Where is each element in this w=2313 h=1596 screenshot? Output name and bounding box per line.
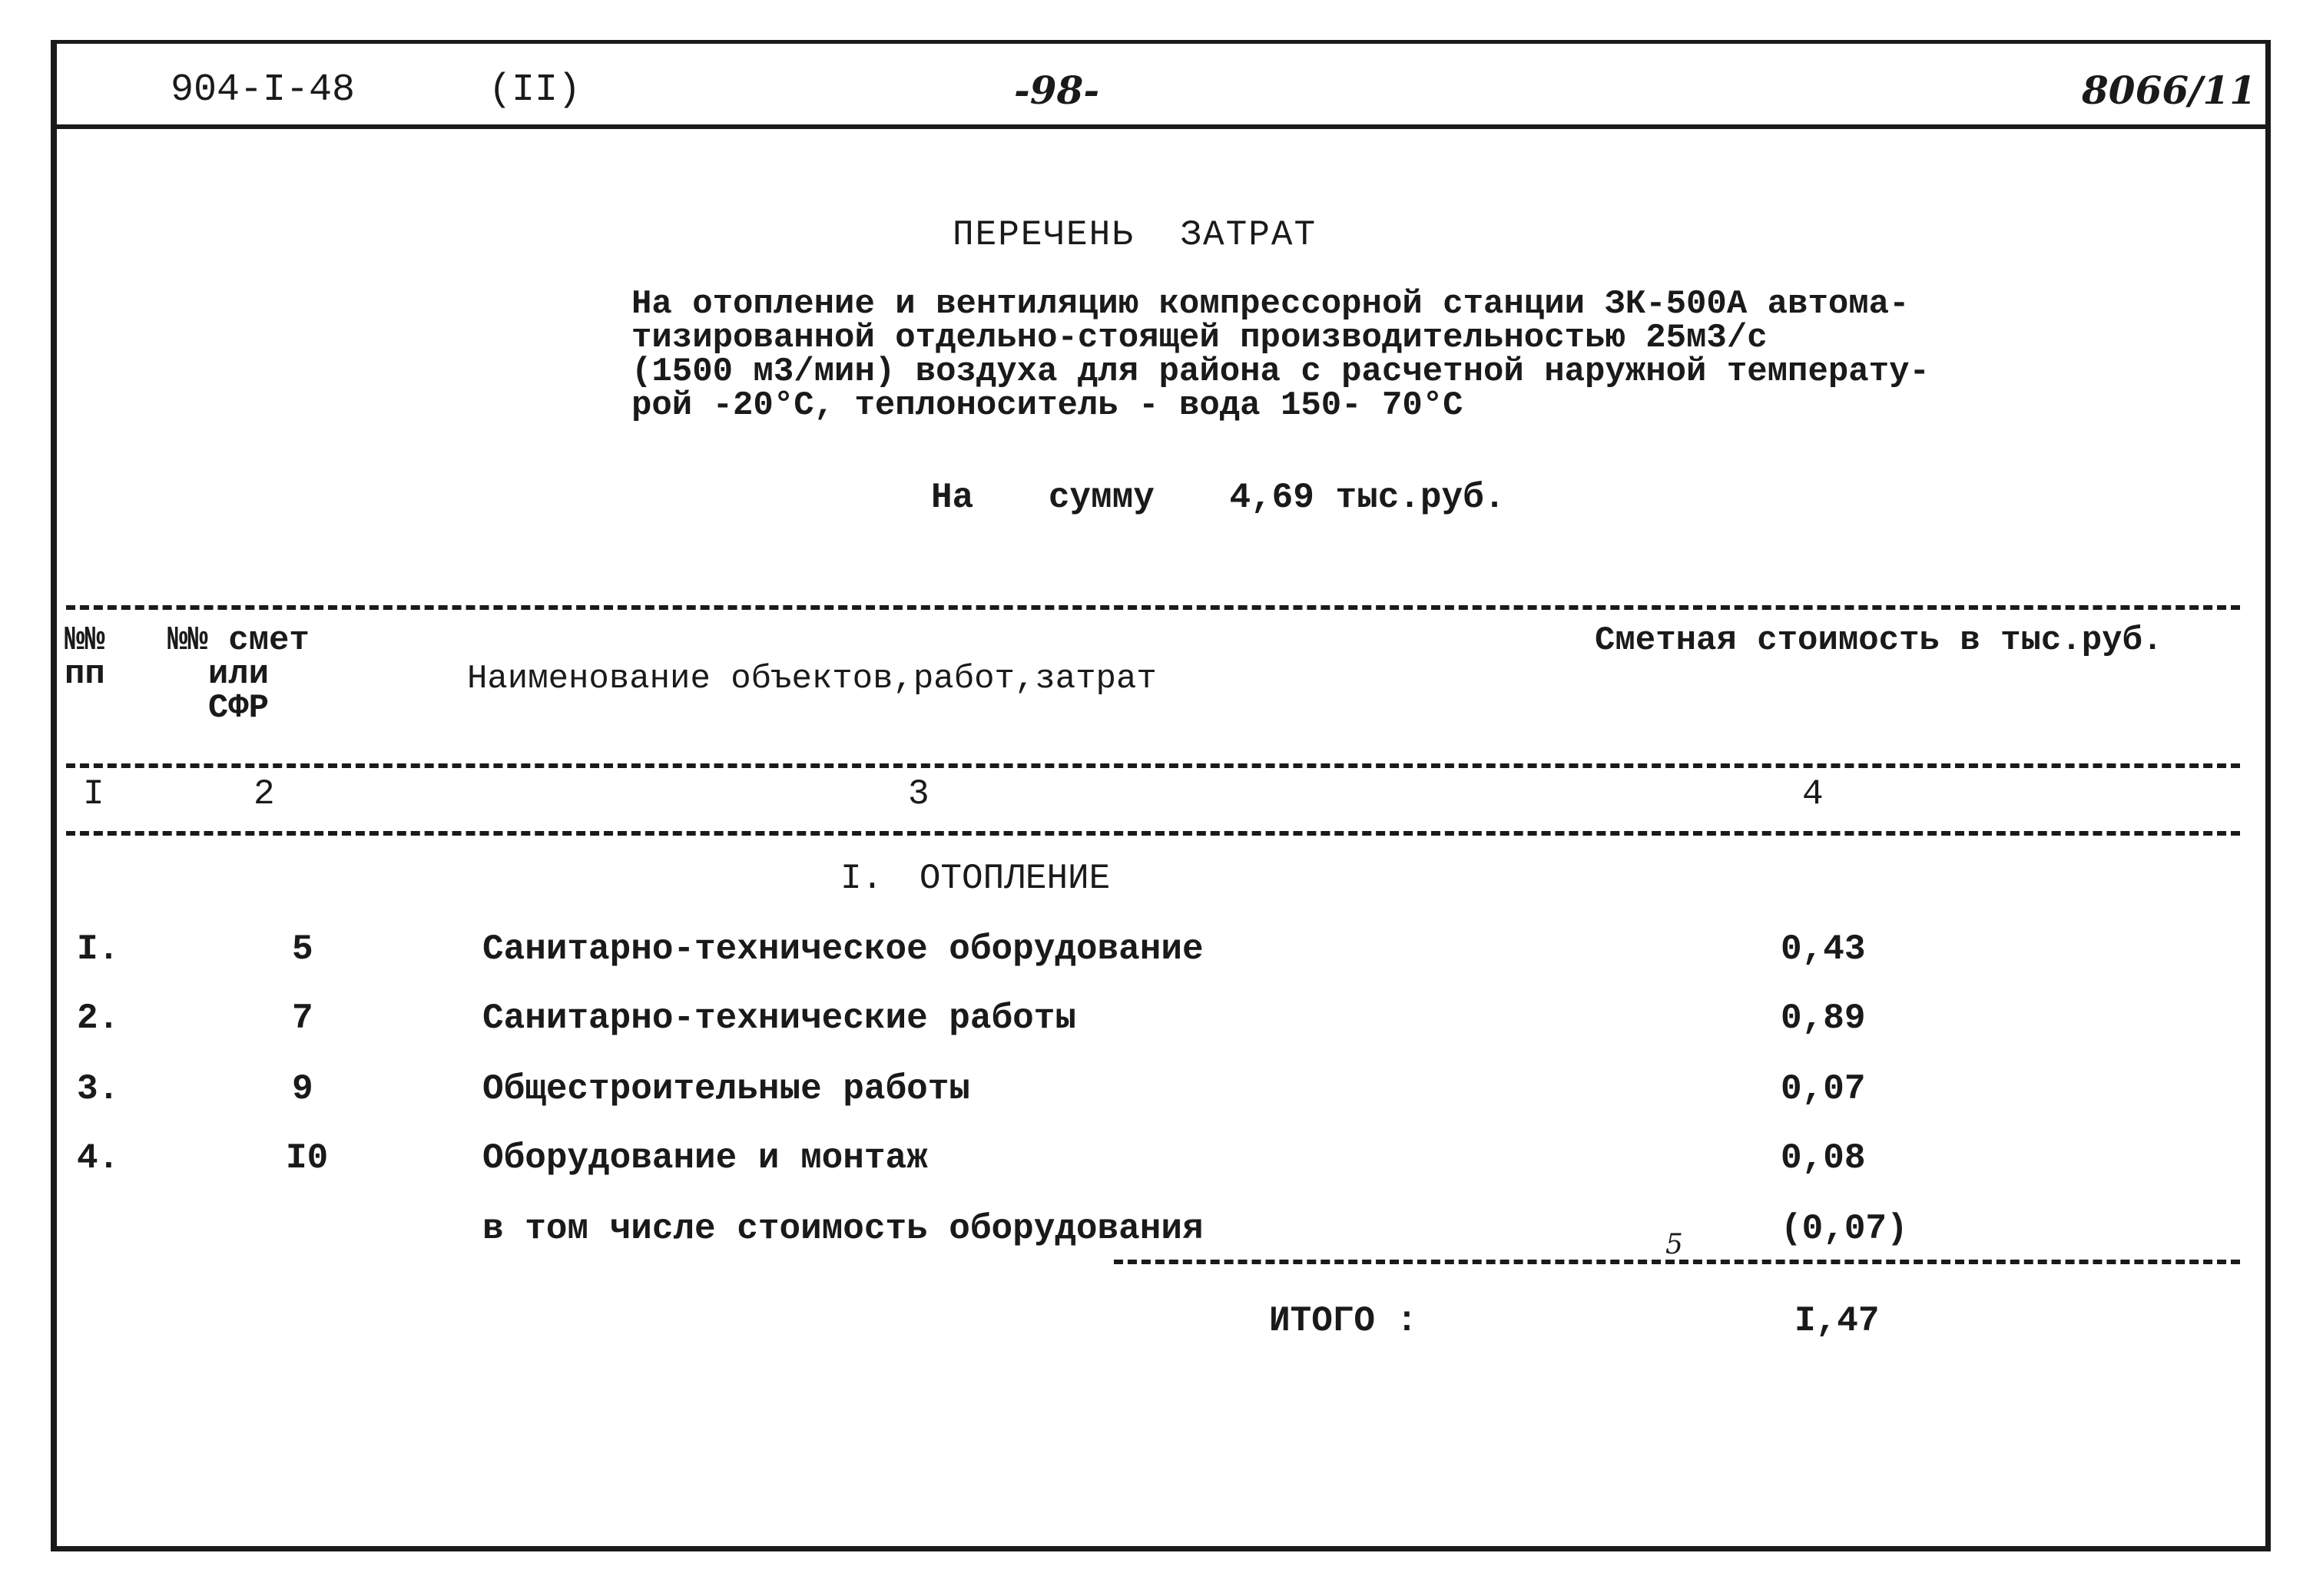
header-cost: Сметная стоимость в тыс.руб. (1595, 621, 2163, 660)
table-row (0, 1069, 2313, 1115)
document-frame (51, 40, 2271, 1551)
row-name: Санитарно-техническое оборудование (482, 929, 1204, 969)
table-row (0, 1138, 2313, 1184)
row-cost: 0,07 (1781, 1069, 1866, 1109)
table-row (0, 1209, 2313, 1255)
row-estimate: 7 (292, 998, 313, 1038)
column-number-4: 4 (1802, 774, 1824, 814)
header-estimate-number: №№ смет или СФР (167, 621, 310, 727)
column-number-1: I (83, 774, 104, 814)
column-number-2: 2 (254, 774, 275, 814)
total-value: I,47 (1794, 1301, 1880, 1341)
sum-word: сумму (1048, 478, 1155, 518)
row-number: I. (77, 929, 120, 969)
row-number: 3. (77, 1069, 120, 1109)
row-name: Оборудование и монтаж (482, 1138, 928, 1178)
row-cost: 0,89 (1781, 998, 1866, 1038)
inventory-number: 8066/11 (2082, 68, 2257, 113)
total-sum-line (931, 478, 1559, 518)
subtotal-rule (1114, 1260, 2240, 1264)
header-bottom-rule (66, 763, 2240, 768)
project-code: 904-I-48 (171, 68, 356, 112)
row-cost: 0,08 (1781, 1138, 1866, 1178)
part-number: (II) (489, 68, 582, 112)
column-number-3: 3 (908, 774, 930, 814)
row-estimate: 9 (292, 1069, 313, 1109)
sum-prefix: На (931, 478, 974, 518)
document-title: ПЕРЕЧЕНЬ ЗАТРАТ (953, 215, 1317, 255)
row-cost: (0,07) (1781, 1209, 1908, 1249)
row-number: 2. (77, 998, 120, 1038)
header-row-number: №№ пп (65, 621, 105, 694)
header-divider (51, 124, 2271, 129)
sum-amount: 4,69 тыс.руб. (1229, 478, 1506, 518)
column-numbers-rule (66, 831, 2240, 836)
header-item-name: Наименование объектов,работ,затрат (467, 660, 1157, 698)
row-estimate: 5 (292, 929, 313, 969)
section-title: I. ОТОПЛЕНИЕ (840, 859, 1111, 899)
total-label: ИТОГО : (1269, 1301, 1418, 1341)
row-number: 4. (77, 1138, 120, 1178)
table-row (0, 998, 2313, 1045)
row-cost: 0,43 (1781, 929, 1866, 969)
row-name: в том числе стоимость оборудования (482, 1209, 1204, 1249)
document-description: На отопление и вентиляцию компрессорной станции ЗК-500А автома- тизированной отдельно-стоящей производительностью 25м3/с (1500 м3/мин) воздуха для района с расчетной наружной температу- рой -20°С, теплоноситель - вода 150- 70°С (631, 285, 1930, 425)
margin-mark: 5 (1665, 1229, 1683, 1260)
row-estimate: I0 (286, 1138, 329, 1178)
table-top-rule (66, 605, 2240, 610)
page-number: -98- (1014, 68, 1100, 113)
table-row (0, 929, 2313, 975)
row-name: Общестроительные работы (482, 1069, 970, 1109)
row-name: Санитарно-технические работы (482, 998, 1076, 1038)
